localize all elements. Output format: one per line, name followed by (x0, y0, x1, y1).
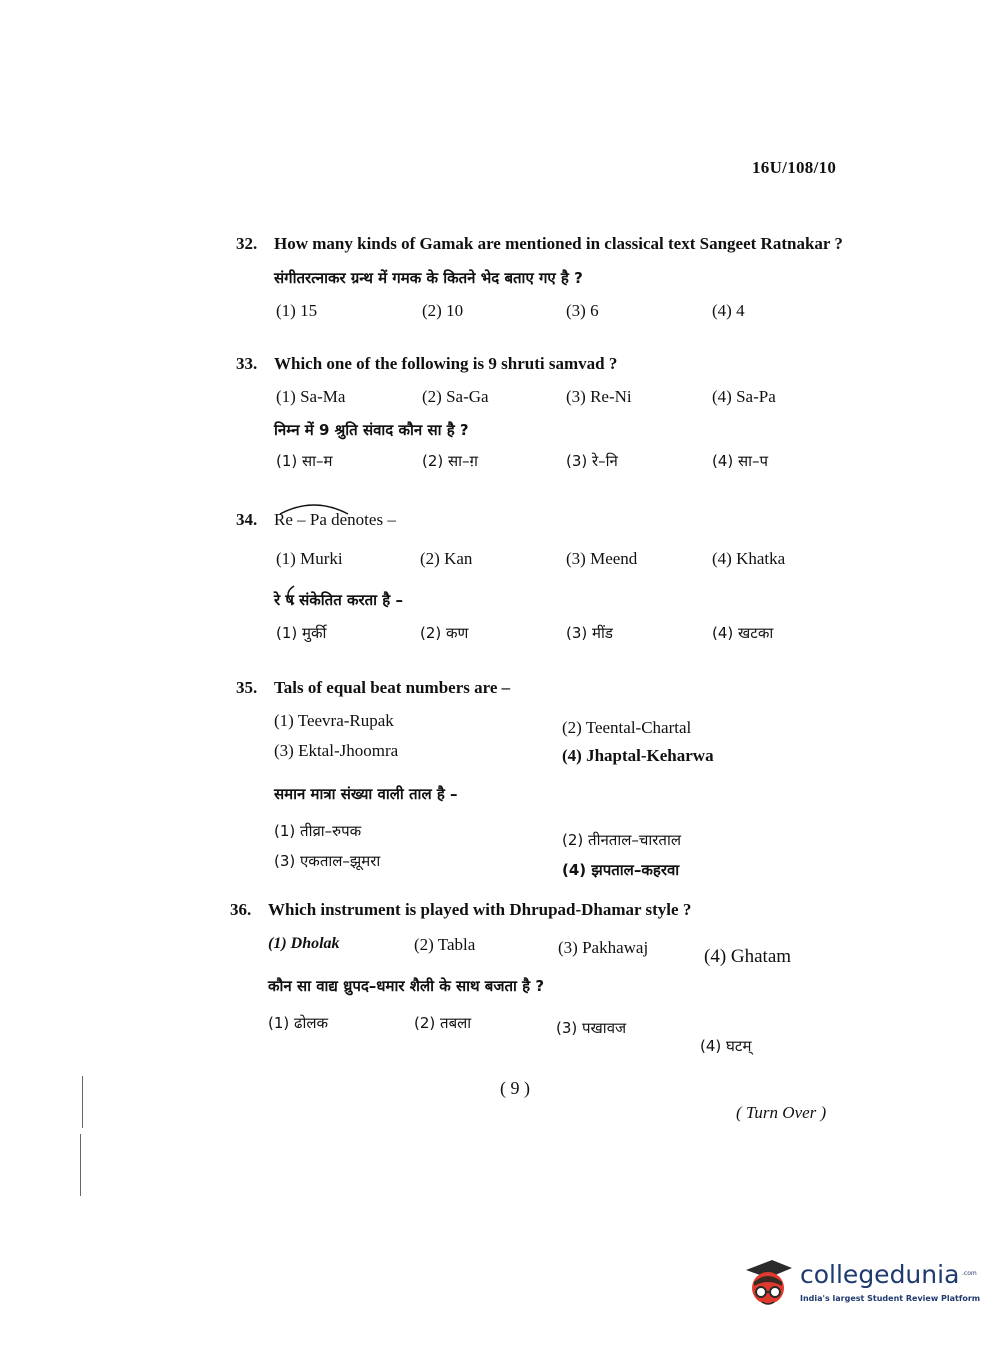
question-36 (230, 898, 870, 1055)
option-3-hindi: (3) मींड (566, 624, 613, 642)
collegedunia-tagline: India's largest Student Review Platform (800, 1294, 981, 1303)
option-1-hindi: (1) मुर्की (276, 624, 327, 642)
question-number: 33. (236, 354, 258, 373)
option-4: (4) 4 (712, 301, 745, 320)
option-3-hindi: (3) रे–नि (566, 452, 618, 470)
meend-arc-icon (276, 500, 352, 516)
option-1-hindi: (1) ढोलक (268, 1014, 329, 1032)
collegedunia-logo-icon (742, 1252, 794, 1310)
option-4-hindi: (4) झपताल–कहरवा (562, 861, 680, 879)
scan-margin-line (80, 1134, 81, 1196)
option-3-hindi: (3) एकताल–झूमरा (274, 852, 381, 870)
turn-over-note: ( Turn Over ) (736, 1103, 827, 1122)
question-number: 36. (230, 900, 252, 919)
options-row (274, 738, 876, 768)
question-text-hindi: रे प संकेतित करता है – (274, 591, 403, 609)
options-row-hindi (274, 448, 876, 478)
option-3-hindi: (3) पखावज (556, 1019, 627, 1037)
options-row-hindi (268, 1010, 870, 1055)
options-row (268, 932, 870, 967)
option-1-hindi: (1) सा–म (276, 452, 333, 470)
paper-code: 16U/108/10 (752, 158, 837, 177)
option-2-hindi: (2) कण (420, 624, 469, 642)
page-number: ( 9 ) (500, 1078, 530, 1098)
options-row (274, 298, 876, 328)
option-4: (4) Khatka (712, 549, 786, 568)
option-2: (2) Teental-Chartal (562, 718, 692, 737)
question-34 (236, 508, 876, 650)
question-text-hindi: निम्न में 9 श्रुति संवाद कौन सा है ? (274, 421, 469, 439)
options-row-hindi (274, 818, 876, 848)
option-2: (2) Kan (420, 549, 473, 568)
option-4: (4) Jhaptal-Keharwa (562, 746, 714, 765)
option-4: (4) Ghatam (704, 946, 792, 967)
collegedunia-watermark (742, 1252, 981, 1316)
option-3: (3) Pakhawaj (558, 938, 649, 957)
option-1: (1) Teevra-Rupak (274, 711, 394, 730)
meend-arc-hindi-icon (280, 584, 298, 606)
question-text: Which one of the following is 9 shruti samvad ? (274, 354, 618, 373)
option-1: (1) Dholak (268, 935, 340, 952)
question-number: 32. (236, 234, 258, 253)
option-4: (4) Sa-Pa (712, 387, 776, 406)
question-text: Re – Pa denotes – (274, 510, 396, 529)
options-row-hindi (274, 620, 876, 650)
option-1-hindi: (1) तीव्रा–रुपक (274, 822, 362, 840)
option-3: (3) Meend (566, 549, 638, 568)
question-number: 35. (236, 678, 258, 697)
question-text-hindi: संगीतरत्नाकर ग्रन्थ में गमक के कितने भेद बताए गए है ? (274, 269, 583, 287)
scan-margin-line (82, 1076, 83, 1128)
question-32 (236, 232, 876, 328)
question-35 (236, 676, 876, 878)
question-text: How many kinds of Gamak are mentioned in classical text Sangeet Ratnakar ? (274, 234, 843, 253)
option-2: (2) 10 (422, 301, 464, 320)
option-2-hindi: (2) तीनताल–चारताल (562, 831, 682, 849)
collegedunia-domain: .com (962, 1270, 977, 1277)
option-2: (2) Tabla (414, 935, 476, 954)
option-3: (3) Re-Ni (566, 387, 632, 406)
option-1: (1) Murki (276, 549, 343, 568)
option-3: (3) 6 (566, 301, 599, 320)
option-4-hindi: (4) खटका (712, 624, 774, 642)
options-row (274, 708, 876, 738)
question-number: 34. (236, 510, 258, 529)
option-3: (3) Ektal-Jhoomra (274, 741, 399, 760)
options-row (274, 384, 876, 414)
question-33 (236, 352, 876, 478)
options-row (274, 546, 876, 576)
question-text: Which instrument is played with Dhrupad-Dhamar style ? (268, 900, 692, 919)
option-1: (1) Sa-Ma (276, 387, 346, 406)
option-2-hindi: (2) सा–ग़ (422, 452, 478, 470)
options-row-hindi (274, 848, 876, 878)
option-2: (2) Sa-Ga (422, 387, 489, 406)
question-text: Tals of equal beat numbers are – (274, 678, 511, 697)
option-4-hindi: (4) घटम् (700, 1037, 752, 1055)
question-text-hindi: समान मात्रा संख्या वाली ताल है – (274, 785, 458, 803)
option-4-hindi: (4) सा–प (712, 452, 769, 470)
option-2-hindi: (2) तबला (414, 1014, 472, 1032)
question-text-hindi: कौन सा वाद्य ध्रुपद–धमार शैली के साथ बजता है ? (268, 977, 545, 995)
collegedunia-name: collegedunia (800, 1260, 960, 1289)
option-1: (1) 15 (276, 301, 318, 320)
